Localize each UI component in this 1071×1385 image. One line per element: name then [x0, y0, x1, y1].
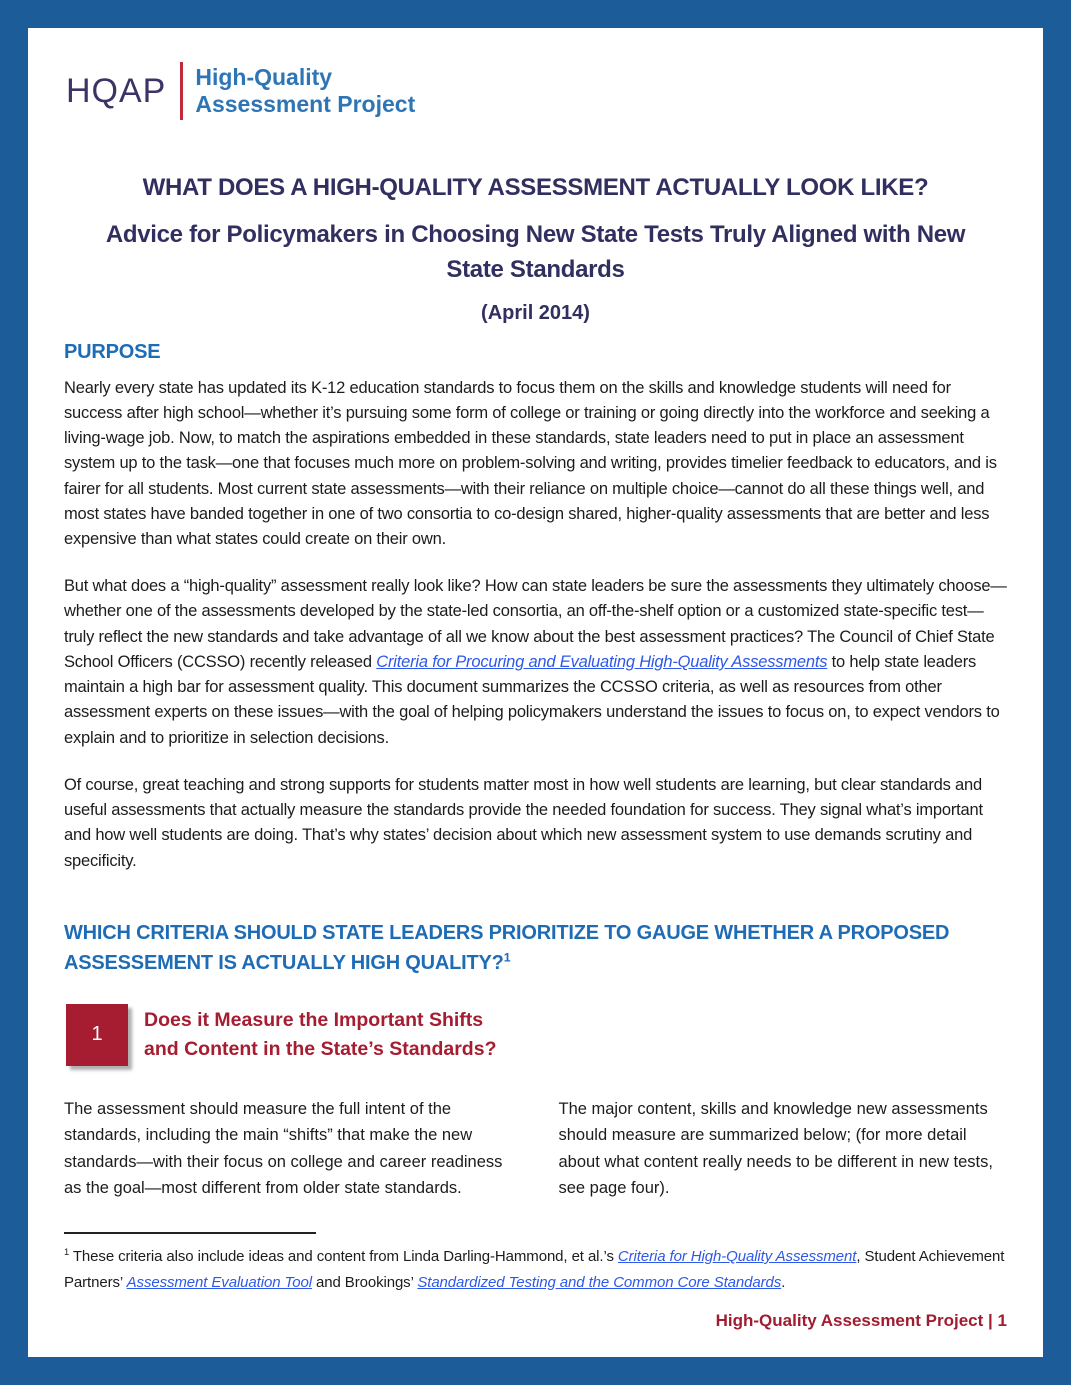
- footnote-part3: and Brookings’: [311, 1273, 418, 1291]
- logo-acronym: HQAP: [66, 71, 167, 110]
- footer-project-name: High-Quality Assessment Project: [715, 1311, 984, 1330]
- footnote-link-brookings-standardized-testing[interactable]: Standardized Testing and the Common Core Standards: [417, 1273, 782, 1291]
- footer-page-number: 1: [997, 1311, 1007, 1330]
- footnote-part4: .: [781, 1273, 786, 1291]
- subtitle-line2: State Standards: [446, 255, 625, 283]
- footnote-text: [64, 1244, 1007, 1295]
- heading-footnote-marker: 1: [503, 950, 511, 965]
- footnote-marker: 1: [64, 1247, 70, 1257]
- criterion-1-title-line2: and Content in the State’s Standards?: [144, 1038, 497, 1061]
- footnote-divider: [64, 1232, 316, 1234]
- logo-wordmark: [195, 64, 415, 118]
- footer-separator: |: [988, 1311, 993, 1330]
- purpose-heading: PURPOSE: [64, 340, 161, 363]
- criteria-heading-line1: WHICH CRITERIA SHOULD STATE LEADERS PRIORITIZE TO GAUGE WHETHER A PROPOSED: [64, 921, 950, 944]
- footnote-area: [64, 1218, 1007, 1331]
- paragraph-2-text-after-link: to help state leaders maintain a high bar for assessment quality. This document summarizes the CCSSO criteria, as well as resources from other assessment experts on these issues—with the goal of helping policymakers understand the issues to focus on, to expect vendors to explain and to prioritize in selection decisions.: [64, 652, 1000, 747]
- page-footer: [64, 1311, 1007, 1331]
- footnote-link-assessment-evaluation-tool[interactable]: Assessment Evaluation Tool: [126, 1273, 312, 1291]
- hqap-logo: [66, 62, 1007, 120]
- document-title: WHAT DOES A HIGH-QUALITY ASSESSMENT ACTUALLY LOOK LIKE?: [142, 174, 929, 201]
- criterion-1-title: [144, 1004, 496, 1065]
- criterion-1-right-column: The major content, skills and knowledge new assessments should measure are summarized below; (for more detail about what content really needs to be different in new tests, see page four).: [558, 1099, 993, 1197]
- paragraph-2-text-before-link: But what does a “high-quality” assessment really look like? How can state leaders be sure the assessments they ultimately choose—whether one of the assessments developed by the state-led consortia, an off-the-shelf option or a customized state-specific test—truly reflect the new standards and take advantage of all we know about the best assessment practices? The Council of Chief State School Officers (CCSSO) recently released: [64, 577, 1007, 671]
- logo-divider-bar: [180, 62, 183, 120]
- criterion-1-columns: [64, 1096, 1007, 1202]
- purpose-paragraph-2: [64, 574, 1007, 751]
- logo-name-line2: Assessment Project: [195, 91, 416, 117]
- purpose-paragraph-1: Nearly every state has updated its K-12 education standards to focus them on the skills and knowledge students will need for success after high school—whether it’s pursuing some form of college or training or going directly into the workforce and seeking a living-wage job. Now, to match the aspirations embedded in these standards, state leaders need to put in place an assessment system up to the task—one that focuses much more on problem-solving and writing, provides timelier feedback to educators, and is fairer for all students. Most current state assessments—with their reliance on multiple choice—cannot do all these things well, and most states have banded together in one of two consortia to co-design shared, higher-quality assessments that are better and less expensive than what states could create on their own.: [64, 378, 997, 548]
- purpose-paragraph-3: Of course, great teaching and strong supports for students matter most in how well students are learning, but clear standards and useful assessments that actually measure the standards provide the needed foundation for success. They signal what’s important and how well students are doing. That’s why states’ decision about which new assessment system to use demands scrutiny and specificity.: [64, 775, 983, 870]
- logo-name-line1: High-Quality: [195, 63, 333, 90]
- criterion-1-banner: [66, 1004, 1007, 1066]
- document-page: [28, 28, 1043, 1357]
- footnote-part1: These criteria also include ideas and content from Linda Darling-Hammond, et al.’s: [69, 1248, 618, 1265]
- ccsso-criteria-link[interactable]: Criteria for Procuring and Evaluating High-Quality Assessments: [376, 652, 828, 671]
- criterion-1-number-badge: 1: [66, 1004, 128, 1066]
- document-subtitle: [64, 218, 1007, 288]
- footnote-part2: , Student Achievement Partners’: [64, 1248, 1005, 1291]
- footnote-link-darling-hammond[interactable]: Criteria for High-Quality Assessment: [617, 1248, 857, 1265]
- criterion-1-left-column: The assessment should measure the full intent of the standards, including the main “shifts” that make the new standards—with their focus on college and career readiness as the goal—most different from older state standards.: [64, 1099, 503, 1197]
- document-date: (April 2014): [481, 301, 590, 324]
- criteria-heading-line2: ASSESSEMENT IS ACTUALLY HIGH QUALITY?$^1$: [64, 950, 511, 974]
- criterion-1-title-line1: Does it Measure the Important Shifts: [144, 1008, 484, 1031]
- criteria-question-heading: [64, 918, 1007, 978]
- subtitle-line1: Advice for Policymakers in Choosing New State Tests Truly Aligned with New: [105, 221, 966, 248]
